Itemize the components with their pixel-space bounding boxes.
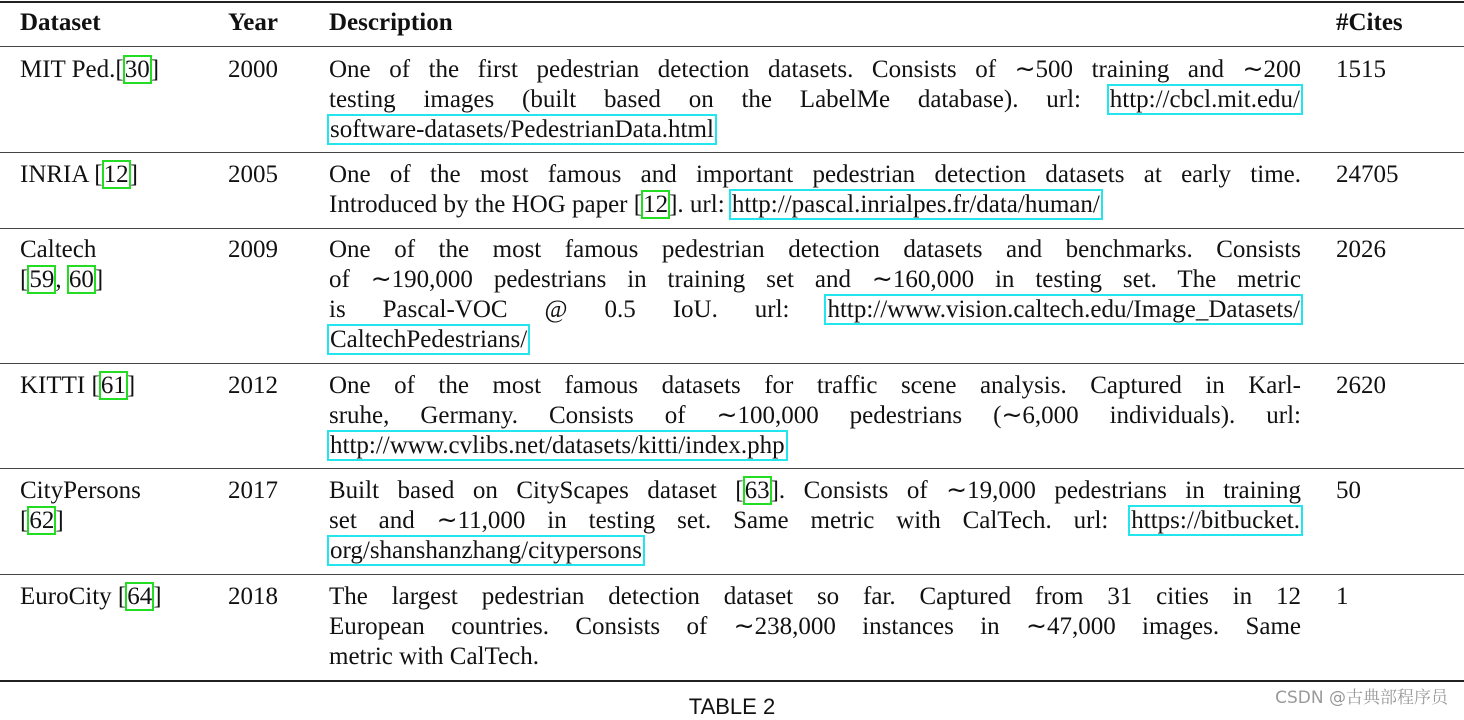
citation-link[interactable]: 12 <box>643 191 669 218</box>
description-line <box>329 85 1301 115</box>
text: KITTI [ <box>20 372 100 399</box>
description-line <box>329 160 1301 190</box>
text: set and ∼11,000 in testing set. Same metric with CalTech. url: <box>329 507 1131 534</box>
watermark: CSDN @古典部程序员 <box>1275 688 1448 708</box>
url-link[interactable]: http://pascal.inrialpes.fr/data/human/ <box>731 191 1100 218</box>
dataset-cell <box>20 476 141 536</box>
header-dataset: Dataset <box>20 9 101 36</box>
text: ] <box>55 507 64 534</box>
url-link[interactable]: http://www.vision.caltech.edu/Image_Datasets/ <box>827 296 1300 323</box>
text: One of the most famous and important pedestrian detection datasets at early time. <box>329 161 1301 188</box>
text: One of the most famous datasets for traffic scene analysis. Captured in Karl- <box>329 372 1301 399</box>
text: Caltech <box>20 236 97 263</box>
dataset-line <box>20 371 135 401</box>
text: One of the first pedestrian detection datasets. Consists of ∼500 training and ∼200 <box>329 56 1301 83</box>
row-divider <box>0 228 1464 229</box>
text: sruhe, Germany. Consists of ∼100,000 pedestrians (∼6,000 individuals). url: <box>329 402 1301 429</box>
url-link[interactable]: software-datasets/PedestrianData.html <box>330 116 714 143</box>
url-link[interactable]: http://www.cvlibs.net/datasets/kitti/index.php <box>330 432 785 459</box>
text: is Pascal-VOC @ 0.5 IoU. url: <box>329 296 827 323</box>
description-line <box>329 536 1301 566</box>
description-line <box>329 265 1301 295</box>
text: ]. url: <box>669 191 731 218</box>
cites-cell: 1 <box>1336 583 1349 610</box>
bottom-rule <box>0 680 1464 682</box>
description-line <box>329 295 1301 325</box>
text: ] <box>126 372 136 399</box>
description-line <box>329 582 1301 612</box>
citation-link[interactable]: 63 <box>744 477 770 504</box>
url-link[interactable]: org/shanshanzhang/citypersons <box>330 537 642 564</box>
dataset-line <box>20 235 103 265</box>
cites-cell: 50 <box>1336 477 1361 504</box>
citation-link[interactable]: 64 <box>127 583 153 610</box>
cites-cell: 24705 <box>1336 161 1399 188</box>
description-cell <box>329 55 1301 145</box>
row-divider <box>0 574 1464 575</box>
text: Built based on CityScapes dataset [ <box>329 477 744 504</box>
description-line <box>329 190 1301 220</box>
description-line <box>329 115 1301 145</box>
dataset-cell <box>20 160 138 190</box>
year-cell: 2009 <box>228 236 278 263</box>
description-line <box>329 235 1301 265</box>
text: ] <box>129 161 138 188</box>
description-cell <box>329 582 1301 672</box>
header-rule <box>0 46 1464 47</box>
dataset-line <box>20 476 141 506</box>
header-description: Description <box>329 9 453 36</box>
url-link[interactable]: http://cbcl.mit.edu/ <box>1109 86 1300 113</box>
table-caption: TABLE 2 <box>688 694 776 719</box>
citation-link[interactable]: 62 <box>29 507 55 534</box>
citation-link[interactable]: 61 <box>100 372 126 399</box>
cites-cell: 1515 <box>1336 56 1386 83</box>
description-line <box>329 612 1301 642</box>
text: metric with CalTech. <box>329 643 539 670</box>
description-line <box>329 55 1301 85</box>
header-year: Year <box>228 9 278 36</box>
description-line <box>329 371 1301 401</box>
top-rule <box>0 1 1464 3</box>
text: EuroCity [ <box>20 583 127 610</box>
dataset-cell <box>20 582 162 612</box>
citation-link[interactable]: 59 <box>29 266 55 293</box>
year-cell: 2000 <box>228 56 278 83</box>
text: , <box>55 266 68 293</box>
citation-link[interactable]: 60 <box>68 266 94 293</box>
description-cell <box>329 371 1301 461</box>
dataset-line <box>20 55 159 85</box>
citation-link[interactable]: 30 <box>124 56 150 83</box>
header-cites: #Cites <box>1336 9 1403 36</box>
text: INRIA [ <box>20 161 103 188</box>
text: [ <box>20 266 29 293</box>
row-divider <box>0 152 1464 153</box>
description-line <box>329 401 1301 431</box>
description-line <box>329 476 1301 506</box>
url-link[interactable]: CaltechPedestrians/ <box>330 326 528 353</box>
description-cell <box>329 476 1301 566</box>
year-cell: 2005 <box>228 161 278 188</box>
citation-link[interactable]: 12 <box>103 161 129 188</box>
dataset-line <box>20 160 138 190</box>
dataset-cell <box>20 371 135 401</box>
text: ]. Consists of ∼19,000 pedestrians in training <box>770 477 1301 504</box>
text: One of the most famous pedestrian detection datasets and benchmarks. Consists <box>329 236 1301 263</box>
dataset-line <box>20 582 162 612</box>
dataset-cell <box>20 235 103 295</box>
text: [ <box>20 507 29 534</box>
text: European countries. Consists of ∼238,000 instances in ∼47,000 images. Same <box>329 613 1301 640</box>
description-line <box>329 325 1301 355</box>
row-divider <box>0 363 1464 364</box>
text: MIT Ped.[ <box>20 56 124 83</box>
text: ] <box>153 583 162 610</box>
dataset-line <box>20 506 141 536</box>
dataset-cell <box>20 55 159 85</box>
text: Introduced by the HOG paper [ <box>329 191 643 218</box>
row-divider <box>0 468 1464 469</box>
text: CityPersons <box>20 477 141 504</box>
description-cell <box>329 235 1301 355</box>
dataset-line <box>20 265 103 295</box>
cites-cell: 2620 <box>1336 372 1386 399</box>
cites-cell: 2026 <box>1336 236 1386 263</box>
description-cell <box>329 160 1301 220</box>
description-line <box>329 642 1301 672</box>
description-line <box>329 431 1301 461</box>
text: ] <box>94 266 104 293</box>
url-link[interactable]: https://bitbucket. <box>1131 507 1300 534</box>
year-cell: 2018 <box>228 583 278 610</box>
text: of ∼190,000 pedestrians in training set and ∼160,000 in testing set. The metric <box>329 266 1301 293</box>
description-line <box>329 506 1301 536</box>
text: testing images (built based on the LabelMe database). url: <box>329 86 1109 113</box>
year-cell: 2012 <box>228 372 278 399</box>
text: The largest pedestrian detection dataset so far. Captured from 31 cities in 12 <box>329 583 1301 610</box>
year-cell: 2017 <box>228 477 278 504</box>
text: ] <box>150 56 160 83</box>
